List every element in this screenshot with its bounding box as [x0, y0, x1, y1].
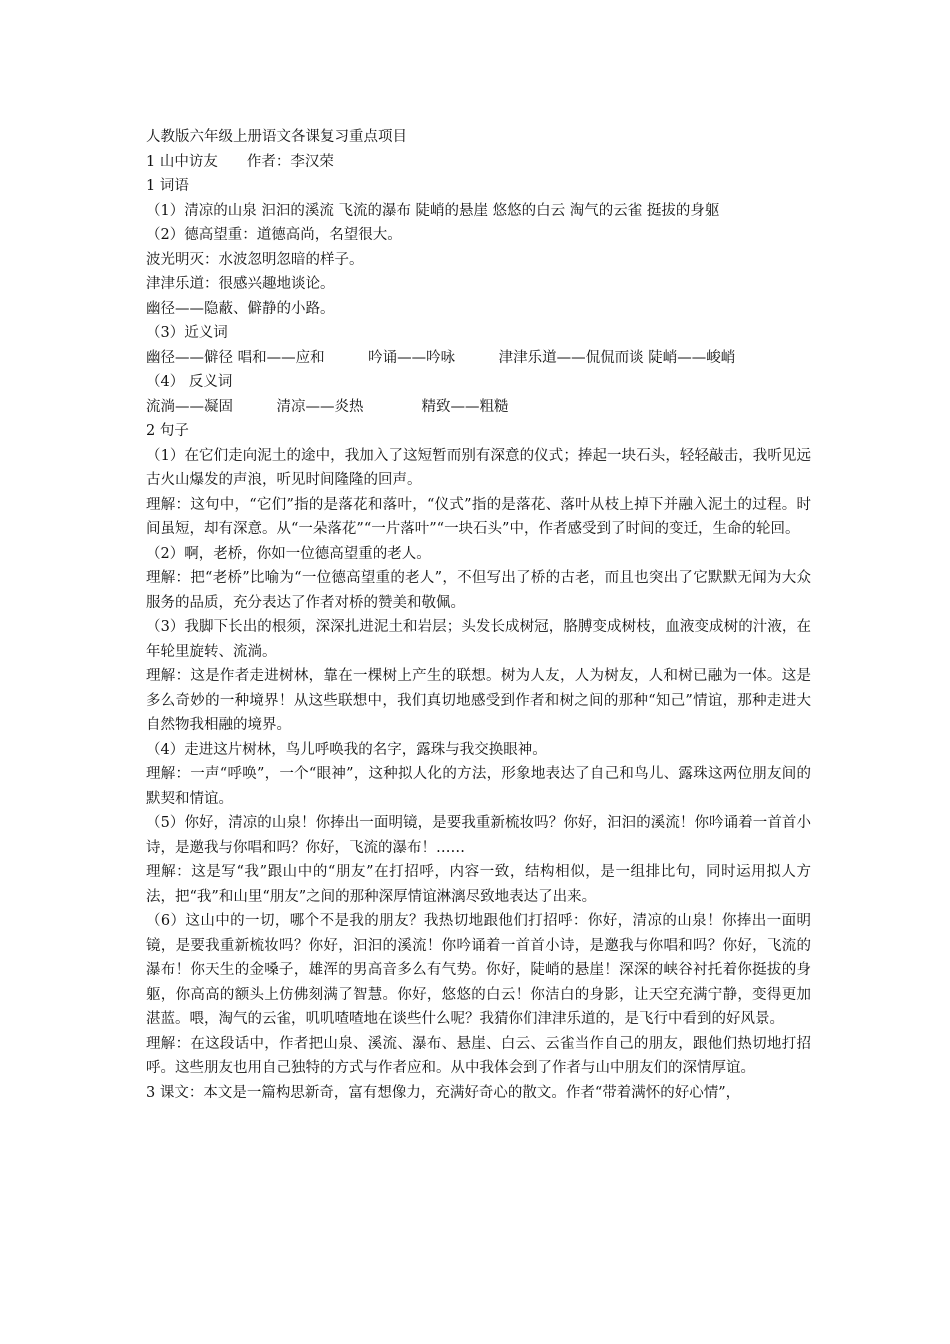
antonym-list: 流淌——凝固 清凉——炎热 精致——粗糙 — [146, 398, 509, 415]
section-heading-sentences: 2 句子 — [146, 423, 189, 439]
sentence-explanation: 理解：这是作者走进树林，靠在一棵树上产生的联想。树为人友，人为树友，人和树已融为一体。这是多么奇妙的一种境界！从这些联想中，我们真切地感受到作者和树之间的那种“知己”情谊，那种走进大自然物我相融的境界。 — [146, 668, 811, 733]
document-page — [146, 125, 811, 1105]
sentence-item: （3）我脚下长出的根须，深深扎进泥土和岩层；头发长成树冠，胳膊变成树枝，血液变成树的汁液，在年轮里旋转、流淌。 — [146, 619, 811, 660]
vocabulary-definition: （2）德高望重：道德高尚，名望很大。 — [146, 227, 402, 243]
sentence-item: （2）啊，老桥，你如一位德高望重的老人。 — [146, 545, 431, 562]
vocabulary-definition: 津津乐道：很感兴趣地谈论。 — [146, 276, 335, 292]
synonym-list: 幽径——僻径 唱和——应和 吟诵——吟咏 津津乐道——侃侃而谈 陡峭——峻峭 — [146, 349, 736, 366]
vocabulary-definition: 波光明灭：水波忽明忽暗的样子。 — [146, 251, 364, 268]
sentence-item: （4）走进这片树林，鸟儿呼唤我的名字，露珠与我交换眼神。 — [146, 741, 547, 758]
sentence-explanation: 理解：在这段话中，作者把山泉、溪流、瀑布、悬崖、白云、云雀当作自己的朋友，跟他们热切地打招呼。这些朋友也用自己独特的方式与作者应和。从中我体会到了作者与山中朋友们的深情厚谊。 — [146, 1035, 811, 1076]
document-title: 人教版六年级上册语文各课复习重点项目 — [146, 129, 407, 145]
sentence-explanation: 理解：这句中，“它们”指的是落花和落叶，“仪式”指的是落花、落叶从枝上掉下并融入泥土的过程。时间虽短，却有深意。从“一朵落花”“一片落叶”“一块石头”中，作者感受到了时间的变迁，生命的轮回。 — [146, 496, 811, 537]
sentence-item: （5）你好，清凉的山泉！你捧出一面明镜，是要我重新梳妆吗？你好，汩汩的溪流！你吟诵着一首首小诗，是邀我与你唱和吗？你好，飞流的瀑布！…… — [146, 815, 811, 856]
lesson-heading: 1 山中访友 作者：李汉荣 — [146, 153, 334, 170]
vocabulary-list: （1）清凉的山泉 汩汩的溪流 飞流的瀑布 陡峭的悬崖 悠悠的白云 淘气的云雀 挺拔的身躯 — [146, 202, 720, 219]
antonym-heading: （4） 反义词 — [146, 374, 233, 390]
sentence-item: （6）这山中的一切，哪个不是我的朋友？我热切地跟他们打招呼：你好，清凉的山泉！你捧出一面明镜，是要我重新梳妆吗？你好，汩汩的溪流！你吟诵着一首首小诗，是邀我与你唱和吗？你好，飞流的瀑布！你天生的金嗓子，雄浑的男高音多么有气势。你好，陡峭的悬崖！深深的峡谷衬托着你挺拔的身躯，你高高的额头上仿佛刻满了智慧。你好，悠悠的白云！你洁白的身影，让天空充满宁静，变得更加湛蓝。喂，淘气的云雀，叽叽喳喳地在谈些什么呢？我猜你们津津乐道的，是飞行中看到的好风景。 — [146, 913, 811, 1027]
synonym-heading: （3）近义词 — [146, 325, 228, 341]
vocabulary-definition: 幽径——隐蔽、僻静的小路。 — [146, 300, 335, 317]
section-heading-words: 1 词语 — [146, 178, 189, 194]
sentence-explanation: 理解：一声“呼唤”，一个“眼神”，这种拟人化的方法，形象地表达了自己和鸟儿、露珠这两位朋友间的默契和情谊。 — [146, 766, 811, 807]
sentence-explanation: 理解：把“老桥”比喻为“一位德高望重的老人”，不但写出了桥的古老，而且也突出了它默默无闻为大众服务的品质，充分表达了作者对桥的赞美和敬佩。 — [146, 570, 811, 611]
sentence-item: （1）在它们走向泥土的途中，我加入了这短暂而别有深意的仪式；捧起一块石头，轻轻敲击，我听见远古火山爆发的声浪，听见时间隆隆的回声。 — [146, 447, 811, 488]
section-heading-text: 3 课文：本文是一篇构思新奇，富有想像力，充满好奇心的散文。作者“带着满怀的好心情”， — [146, 1084, 741, 1101]
sentence-explanation: 理解：这是写“我”跟山中的“朋友”在打招呼，内容一致，结构相似，是一组排比句，同时运用拟人方法，把“我”和山里“朋友”之间的那种深厚情谊淋漓尽致地表达了出来。 — [146, 864, 811, 905]
